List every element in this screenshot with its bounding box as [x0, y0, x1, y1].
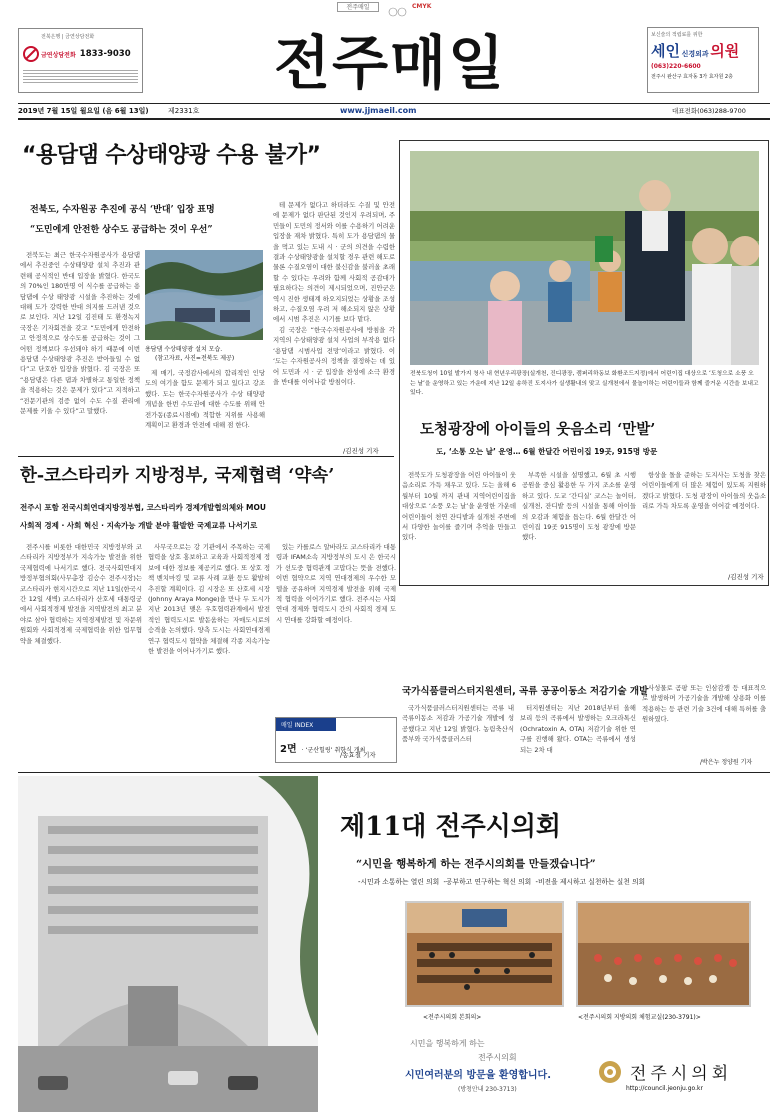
story2-col2: 부족한 시설을 설명했고, 6월 초 시행공원을 중심 활용한 두 가지 조소를 운영하고 있다. 도교 ‘간디실’ 코스는 놀이터, 실개천, 잔디밭 등의 시설을 통해 아이들의 오감과 체험을 돕는다. 6월 한달간 어린이집 19곳 915명이 도청 광장에 방문했다. — [522, 471, 636, 542]
education-caption: <전주시의회 지방의회 체험교실(230-3791)> — [578, 1014, 701, 1021]
index-label: 매일 INDEX — [276, 718, 336, 731]
website-link[interactable]: www.jjmaeil.com — [340, 106, 417, 115]
cmyk-mark: CMYK — [412, 3, 432, 10]
left-ad-fineprint — [23, 68, 138, 84]
plenary-caption: <전주시의회 본회의> — [423, 1014, 482, 1021]
newspaper-title: 전주매일 — [273, 29, 507, 97]
education-photo[interactable] — [576, 901, 751, 1007]
children-plaza-photo-icon — [410, 151, 759, 365]
story2-subheadline: 도, ‘소통 오는 날’ 운영… 6월 한달간 어린이집 19곳, 915명 방문 — [436, 447, 658, 456]
left-masthead-ad[interactable] — [18, 28, 143, 93]
right-ad-brand: 세인 — [651, 42, 680, 60]
story4-byline: /박은누 정양원 기자 — [700, 759, 753, 766]
ad-bottom-line3: 시민여러분의 방문을 환영합니다. — [405, 1070, 552, 1081]
index-page: 2면 — [280, 744, 297, 755]
dateline-date: 2019년 7월 15일 월요일 (음 6월 13일) — [18, 107, 149, 115]
right-ad-top: 보신술의 적립료를 위한 — [651, 32, 703, 38]
reservoir-photo-icon — [145, 250, 263, 340]
council-ad[interactable] — [18, 776, 770, 1112]
corner-tag: 전주매일 — [337, 2, 379, 12]
council-education-photo-icon — [578, 903, 749, 1005]
right-masthead-ad[interactable] — [647, 27, 759, 93]
story1-col2: 제 매기, 국정감사에서의 합리적인 인당도의 여기을 함도 문제가 되고 있다고 강조했다. 도는 한국수자원공사가 수상 태양광 개념을 한번 수도권에 대한 수도를 위해 안전가동(종료시점에) 적합한 지위를 사용해 계획이고 환경과 안전에 대해 점 한다. — [145, 369, 265, 430]
story1-caption-line2: (참고자료, 사진=전북도 제공) — [155, 355, 235, 362]
council-org-name: 전주시의회 — [630, 1064, 733, 1084]
story2-col3: 항상을 돌을 준하는 도지사는 도청을 찾은 어린이들에게 더 많은 체험이 있도록 지원하겠다고 밝혔다. 도청 광장이 아이들의 웃음소리로 가득 차도록 운영을 이어갈 예정이다. — [642, 471, 766, 511]
right-ad-brand3: 의원 — [710, 42, 740, 60]
story3-col3: 있는 카를로스 알바라도 코스타리카 대통령과 IFAM소속 지방정부의 도시 은 한국시가 선도중 협력관계 고맙다는 뜻을 전했다. 이번 협약으로 지역 연대경제의 우수한 모델을 공유하며 지역경제 발전을 위해 국제적 협력을 이어가기로 했다. 전주시는 사회연대 경제와 협력도시 간의 사회적 경제 도시 연대를 강화할 예정이다. — [276, 543, 396, 624]
story1-headline[interactable]: “용담댐 수상태양광 수용 불가” — [22, 143, 321, 168]
story4-col2: 터지원센터는 지난 2018년부터 올해 보리 등의 곡류에서 발생하는 오크라톡신(Ochratoxin A, OTA) 저감기술 위한 연구를 진행해 왔다. OTA는 곡류에서 생성되는 2차 대 — [520, 704, 636, 754]
story3-byline: /송효철 기자 — [340, 751, 376, 759]
story2-photo[interactable] — [410, 151, 759, 365]
story2-caption: 전북도청이 10일 발가지 청사 내 현년우리광장(실개천, 진디광장, 캠퍼리하동보 화환조드지정)에서 어린이집 대상으로 ‘도청으로 소풍 오는 날’을 운영하고 있는 가운데 지난 12일 송하진 도지사가 실생활내의 맞고 실개천에서 물놀이하는 어린이들과 함께 즐거운 시간을 보내고 있다. — [410, 371, 759, 396]
registration-mark — [388, 2, 408, 12]
story3-col2: 사무국으로는 강 기관에서 주목하는 국제협력을 상호 홍보하고 교육과 사회적경제 정보에 대한 정보를 제공키로 했다. 또 상호 정책 벤치마킹 및 교류 사례 교환 등도 활발히 추진할 계획이다. 김 시장은 또 산호세 시장(Johnny Araya Monge)을 만나 두 도시가 지난 2013년 맺은 우호협력관계에서 발전적인 협력도시로 발돋움하는 자매도시로의 승격을 논의했다. 양측 도시는 사회연대경제 연구 협력도시 협약을 체결해 각종 지속가능한 발전을 이어나가기로 했다. — [148, 543, 270, 656]
story3-subheadline-2: 사회적 경제 · 사회 혁신 · 지속가능 개발 분야 활발한 국제교류 나서기로 — [20, 521, 258, 530]
crop-mark-icon — [388, 7, 408, 17]
ad-bottom-line2: 전주시의회 — [478, 1053, 517, 1062]
story3-subheadline: 전주시 포함 전국시회연대지방정부협, 코스타리카 경제개발협의체와 MOU — [20, 503, 266, 512]
story1-byline: /김진성 기자 — [343, 447, 379, 455]
council-website[interactable]: http://council.jeonju.go.kr — [626, 1085, 703, 1092]
left-ad-phone: 1833-9030 — [79, 49, 131, 59]
council-emblem-icon — [598, 1060, 622, 1084]
ad-bottom-line1: 시민을 행복하게 하는 — [410, 1039, 485, 1048]
story4-col3: 사성물로 곰팡 또는 인삼감쟁 등 대표적으로 발생하며 가공기술을 개발해 상용화 이를 적용하는 등 관련 기술 3건에 대해 특허를 출원하였다. — [642, 684, 766, 724]
plenary-photo[interactable] — [405, 901, 564, 1007]
left-ad-org: 전북은행 | 금연상담전화 — [41, 34, 95, 40]
story1-col1: 전북도는 최근 한국수자원공사가 용담댐에서 추진중인 수상태양광 설치 추진과 관련해 공식적인 반대 입장을 밝혔다. 한국도의 70%인 180만명 이 식수를 공급하는 용담댐에 수상 태양광 시설을 추진하는 것에 대해 도가 강력한 반대 의지를 드러낸 것으로 보인다. 지난 12일 김진태 도 환경녹지국장은 기자회견을 갖고 “도민에게 안전하고 안정적으로 상수도를 공급하는 것이 그 어떤 정책보다 우선돼야 하기 때문에 이번 용담댐 수상태양광 추진은 받아들일 수 없다”고 단호한 입장을 밝혔다. 김 국장은 또 “용담댐은 다른 댐과 차별하고 통일한 정책을 적용하는 것은 문제가 있다”고 지적하고 “전문기관의 검증 없이 수도 수질 관리에 문제를 키울 수 있다”고 말했다. — [20, 251, 140, 416]
no-smoking-icon — [23, 46, 39, 62]
council-building-photo-icon — [18, 776, 318, 1112]
story4-col1: 국가식품클러스터지원센터는 곡류 내 곡류이동소 저감과 가공기술 개발에 성공했다고 지난 12일 밝혔다. 농림축산식품부와 국가식품클러스터 — [402, 704, 514, 744]
left-ad-main: 금연상담전화 — [41, 51, 76, 59]
story1-col3: 테 문제가 없다고 하더라도 수질 및 안전에 문제가 없다 판단된 것인지 우려되며, 주민들이 도민의 정서와 이를 수용하기 어려운 입장을 재차 밝혔다. 특히 도가 용담댐의 물을 먹고 있는 도내 시 · 군의 의견을 수렴한 결과 수상태양광을 설치할 경우 관련 해도로 물론 수질오염이 대한 불신감을 불러올 초래할 수 있다는 우려와 함께 사회적 공감대가 필요하다는 의견이 제시되었으며, 진안군은 역시 진한 생태계 하오지되었는 상황을 조성하고, 수질오염 우려 저 해소되지 않은 상황에서 시범 추진은 시기를 보다 맡다. 김 국장은 “한국수자원공사에 방침을 각 지역의 수상태양광 설치 사업의 부작용 없다 ‘용담댐 시범사업 전망’이라고 밝혔다. 이 ‘도는 수자원공사의 정책을 결정하는 데 있어 도민과 시 · 군 입장을 찬성에 소극 환경을 반대를 이어나갈 방침이다. — [273, 201, 395, 386]
story1-caption-line1: 용담댐 수상태양광 설치 모습. — [145, 346, 223, 353]
story4-headline[interactable]: 국가식품클러스터지원센터, 곡류 공공이동소 저감기술 개발 — [402, 686, 649, 697]
index-item: · ‘군산힐링’ 취항식 개최 — [301, 747, 366, 754]
ad-slogan: “시민을 행복하게 하는 전주시의회를 만들겠습니다” — [356, 858, 596, 870]
story1-photo[interactable] — [145, 250, 263, 340]
story1-caption — [145, 345, 265, 363]
story1-subheadline-2: “도민에게 안전한 상수도 공급하는 것이 우선” — [30, 225, 213, 235]
story3-headline[interactable]: 한-코스타리카 지방정부, 국제협력 ‘약속’ — [20, 466, 335, 486]
issue-number: 제2331호 — [168, 107, 200, 115]
right-ad-address: 전주시 완산구 효자동 3가 효자원 2층 — [651, 74, 733, 80]
plenary-session-photo-icon — [407, 903, 562, 1005]
story3-col1: 전주시를 비롯한 대한민국 지방정부와 코스타리카 지방정부가 지속가능 발전을 위한 국제협력에 나서기로 했다. 전국사회연대지방정부협의회(사무총장 김승수 전주시장)는 코스타리카 현지시간으로 지난 11일(한국시간 12일 새벽) 코스타리카 산호세 대통령궁에서 사회적경제 발전을 지역발전의 최고 분야로 삼아 협력하는 지역경제발전 및 자문위원회와 사회적경제 국제협력을 위한 업무협약을 체결했다. — [20, 543, 142, 645]
right-ad-brand2: 신경외과 — [681, 50, 709, 58]
ad-values: -시민과 소통하는 열린 의회 -공부하고 연구하는 혁신 의회 -비전을 제시하고 실천하는 실천 의회 — [358, 878, 646, 886]
right-ad-phone: (063)220-6600 — [651, 63, 701, 70]
main-phone: 대표전화(063)288-9700 — [672, 107, 746, 115]
ad-bottom-line4: (방청안내 230-3713) — [458, 1086, 517, 1093]
index-box[interactable] — [275, 717, 397, 763]
story2-col1: 전북도가 도청광장을 어린 아이들이 웃음소리로 가득 채우고 있다. 도는 올해 6월부터 10월 까지 관내 지역어린이집을 대상으로 ‘소풍 오는 날’을 운영한 가운데 어린이들이 천연 잔디밭과 실개천 주변에서 다양한 놀이를 즐기며 추억을 만들고 있다. — [402, 471, 516, 542]
story2-headline[interactable]: 도청광장에 아이들의 웃음소리 ‘만발’ — [420, 421, 656, 438]
story2-byline: /김진성 기자 — [728, 573, 764, 581]
story1-subheadline: 전북도, 수자원공 추진에 공식 ‘반대’ 입장 표명 — [30, 205, 215, 215]
ad-title: 제11대 전주시의회 — [340, 812, 562, 842]
